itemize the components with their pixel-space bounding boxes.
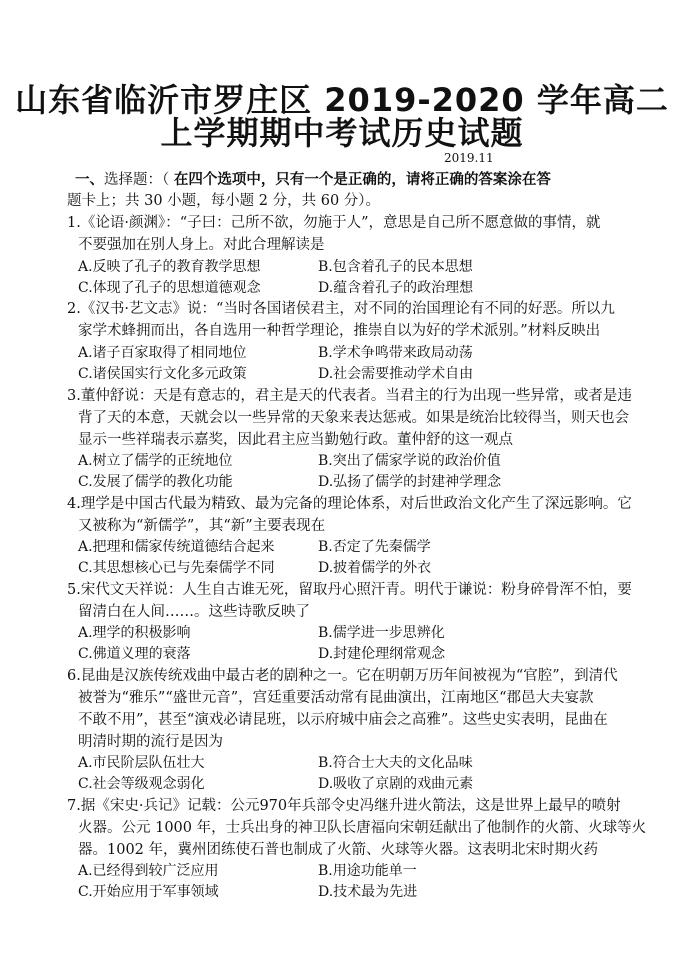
exam-date: 2019.11	[444, 151, 494, 165]
q6-option-a: A.市民阶层队伍壮大	[78, 755, 205, 771]
q3-line-3: 显示一些祥瑞表示嘉奖，因此君主应当勤勉行政。董仲舒的这一观点	[78, 432, 513, 448]
q1-option-d: D.蕴含着孔子的政治理想	[318, 280, 474, 296]
q2-option-c: C.诸侯国实行文化多元政策	[78, 366, 247, 382]
q5-option-c: C.佛道义理的衰落	[78, 646, 191, 662]
q4-option-d: D.披着儒学的外衣	[318, 560, 432, 576]
instr-b: 一个	[304, 172, 334, 188]
q6-line-4: 明清时期的流行是因为	[78, 734, 223, 750]
q2-line-1: 2.《汉书·艺文志》说：“当时各国诸侯君主，对不同的治国理论有不同的好恶。所以九	[67, 301, 615, 317]
q7-line-3: 器。1002 年，冀州团练使石普也制成了火箭、火球等火器。这表明北宋时期火药	[78, 842, 599, 858]
q6-line-3: 不敢不用”，甚至“演戏必请昆班，以示府城中庙会之高雅”。这些史实表明，昆曲在	[78, 712, 608, 728]
q3-option-b: B.突出了儒家学说的政治价值	[318, 453, 501, 469]
q4-option-a: A.把理和儒家传统道德结合起来	[78, 539, 275, 555]
q6-option-d: D.吸收了京剧的戏曲元素	[318, 776, 474, 792]
q3-option-a: A.树立了儒学的正统地位	[78, 453, 233, 469]
q2-option-d: D.社会需要推动学术自由	[318, 366, 474, 382]
q4-line-1: 4.理学是中国古代最为精致、最为完备的理论体系，对后世政治文化产生了深远影响。它	[67, 496, 632, 512]
instr-c: 是正确的，请将正确的答案涂	[333, 172, 522, 188]
q7-option-a: A.已经得到较广泛应用	[78, 863, 219, 879]
q7-option-d: D.技术最为先进	[318, 884, 418, 900]
q3-line-1: 3.董仲舒说：天是有意志的，君主是天的代表者。当君主的行为出现一些异常，或者是违	[67, 388, 632, 404]
title-line-1: 山东省临沂市罗庄区 2019-2020 学年高二	[15, 81, 669, 119]
section-instructions	[75, 170, 635, 190]
q4-option-c: C.其思想核心已与先秦儒学不同	[78, 560, 275, 576]
q6-line-2: 被誉为“雅乐”“盛世元音”，宫廷重要活动常有昆曲演出，江南地区“郡邑大夫宴款	[78, 690, 594, 706]
q5-line-2: 留清白在人间……。这些诗歌反映了	[78, 604, 310, 620]
q2-option-a: A.诸子百家取得了相同地位	[78, 345, 247, 361]
instr-a: 在四个选项中，只有	[173, 172, 305, 188]
section-label: 选择题：（	[104, 172, 170, 188]
q2-option-b: B.学术争鸣带来政局动荡	[318, 345, 473, 361]
q4-line-2: 又被称为“新儒学”，其“新”主要表现在	[78, 518, 326, 534]
q5-option-d: D.封建伦理纲常观念	[318, 646, 446, 662]
section-instructions-line-2: 题卡上；共 30 小题，每小题 2 分，共 60 分）。	[67, 193, 381, 209]
q6-line-1: 6.昆曲是汉族传统戏曲中最古老的剧种之一。它在明朝万历年间被视为“官腔”，到清代	[67, 668, 618, 684]
q7-option-c: C.开始应用于军事领域	[78, 884, 219, 900]
q3-line-2: 背了天的本意，天就会以一些异常的天象来表达惩戒。如果是统治比较得当，则天也会	[78, 410, 629, 426]
section-head: 一、	[75, 172, 104, 188]
q1-line-1: 1.《论语·颜渊》：“子曰：己所不欲，勿施于人”，意思是自己所不愿意做的事情，就	[67, 215, 601, 231]
q6-option-b: B.符合士大夫的文化品味	[318, 755, 473, 771]
q7-line-2: 火器。公元 1000 年，士兵出身的神卫队长唐福向宋朝廷献出了他制作的火箭、火球等火	[78, 820, 647, 836]
q2-line-2: 家学术蜂拥而出，各自选用一种哲学理论，推崇自以为好的学术派别。”材料反映出	[78, 323, 601, 339]
q6-option-c: C.社会等级观念弱化	[78, 776, 205, 792]
q7-line-1: 7.据《宋史·兵记》记载：公元970年兵部令史冯继升进火箭法，这是世界上最早的喷射	[67, 798, 621, 814]
q7-option-b: B.用途功能单一	[318, 863, 417, 879]
q1-option-a: A.反映了孔子的教育教学思想	[78, 259, 261, 275]
q1-option-c: C.体现了孔子的思想道德观念	[78, 280, 261, 296]
q3-option-c: C.发展了儒学的教化功能	[78, 474, 233, 490]
q3-option-d: D.弘扬了儒学的封建神学理念	[318, 474, 502, 490]
q1-option-b: B.包含着孔子的民本思想	[318, 259, 473, 275]
instr-d: 在答	[521, 172, 551, 188]
title-line-2: 上学期期中考试历史试题	[160, 114, 524, 152]
q4-option-b: B.否定了先秦儒学	[318, 539, 431, 555]
q5-option-a: A.理学的积极影响	[78, 625, 191, 641]
q5-option-b: B.儒学进一步思辨化	[318, 625, 445, 641]
q1-line-2: 不要强加在别人身上。对此合理解读是	[78, 237, 325, 253]
q5-line-1: 5.宋代文天祥说：人生自古谁无死，留取丹心照汗青。明代于谦说：粉身碎骨浑不怕，要	[67, 582, 632, 598]
